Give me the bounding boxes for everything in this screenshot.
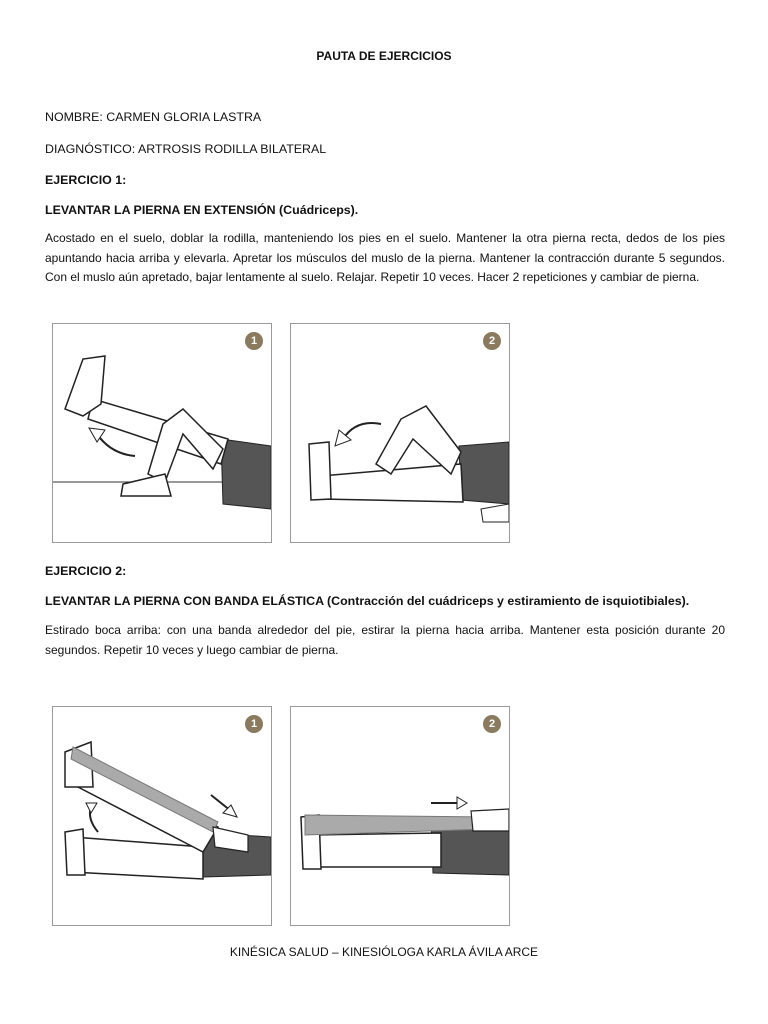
- exercise-2-subtitle: LEVANTAR LA PIERNA CON BANDA ELÁSTICA (Contracción del cuádriceps y estiramiento de isquiotibiales).: [45, 594, 690, 608]
- step-badge: 2: [483, 715, 501, 733]
- exercise-1-step-2-illustration: [290, 323, 510, 543]
- exercise-1-step-1-illustration: [52, 323, 272, 543]
- step-badge: 1: [245, 715, 263, 733]
- leg-lower-illustration: [291, 324, 509, 542]
- exercise-2-description: Estirado boca arriba: con una banda alrededor del pie, estirar la pierna hacia arriba. Mantener esta posición durante 20 segundos. Repetir 10 veces y luego cambiar de pierna.: [45, 623, 725, 657]
- step-badge: 1: [245, 332, 263, 350]
- exercise-2-heading: EJERCICIO 2:: [45, 564, 127, 578]
- diagnosis: DIAGNÓSTICO: ARTROSIS RODILLA BILATERAL: [45, 142, 327, 156]
- leg-raise-up-illustration: [53, 324, 271, 542]
- exercise-1-heading: EJERCICIO 1:: [45, 173, 127, 187]
- band-leg-hold-illustration: [291, 707, 509, 925]
- band-leg-raise-illustration: [53, 707, 271, 925]
- exercise-1-subtitle: LEVANTAR LA PIERNA EN EXTENSIÓN (Cuádriceps).: [45, 203, 359, 217]
- footer: KINÉSICA SALUD – KINESIÓLOGA KARLA ÁVILA ARCE: [229, 945, 539, 959]
- exercise-2-step-1-illustration: [52, 706, 272, 926]
- patient-name: NOMBRE: CARMEN GLORIA LASTRA: [45, 110, 262, 124]
- exercise-1-description: Acostado en el suelo, doblar la rodilla, manteniendo los pies en el suelo. Mantener la otra pierna recta, dedos de los pies apuntando hacia arriba y elevarla. Apretar los músculos del muslo de la pierna. Mantener la contracción durante 5 segundos. Con el muslo aún apretado, bajar lentamente al suelo. Relajar. Repetir 10 veces. Hacer 2 repeticiones y cambiar de pierna.: [45, 231, 725, 284]
- document-title: PAUTA DE EJERCICIOS: [316, 49, 452, 63]
- step-badge: 2: [483, 332, 501, 350]
- exercise-2-step-2-illustration: [290, 706, 510, 926]
